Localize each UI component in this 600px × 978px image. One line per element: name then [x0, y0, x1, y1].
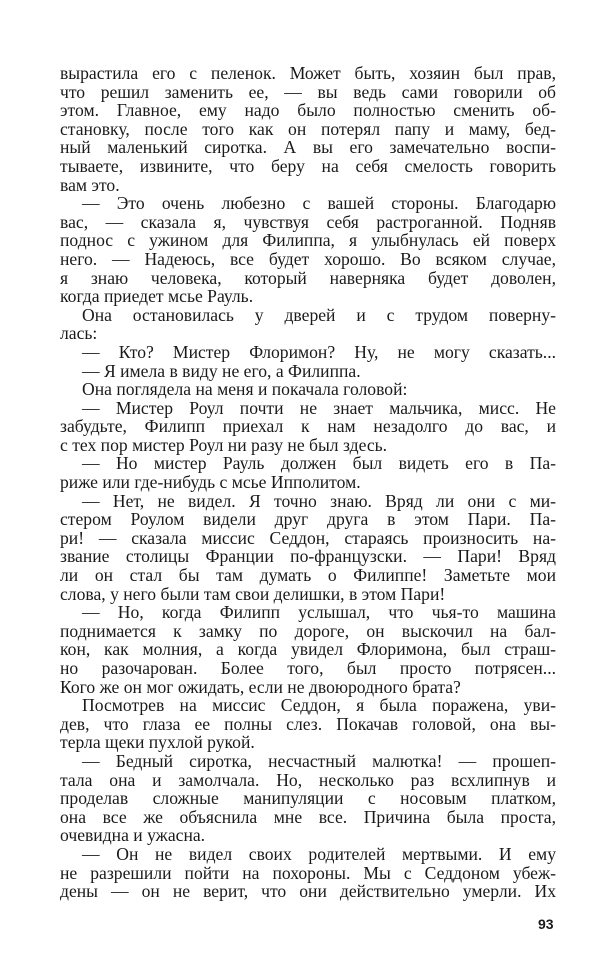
- text-line: терла щеки пухлой рукой.: [60, 732, 255, 753]
- text-line: становку, после того как он потерял папу и маму, бед-: [60, 118, 556, 139]
- text-line: вас, — сказала я, чувствуя себя растроганной. Подняв: [60, 211, 556, 232]
- text-line: поднимается к замку по дороге, он выскочил на бал-: [60, 620, 556, 641]
- text-line: когда приедет мсье Рауль.: [60, 286, 254, 307]
- text-line: очевидна и ужасна.: [60, 825, 206, 846]
- text-line: вам это.: [60, 174, 120, 195]
- text-line: но разочарован. Более того, был просто потрясен...: [60, 658, 556, 678]
- text-line: ри! — сказала миссис Седдон, стараясь произносить на-: [60, 527, 556, 548]
- text-line: этом. Главное, ему надо было полностью сменить об-: [60, 100, 556, 121]
- text-line: слова, у него были там свои делишки, в этом Пари!: [60, 583, 446, 604]
- text-line: звание столицы Франции по-французски. — Пари! Вряд: [60, 546, 556, 567]
- text-line: проделав сложные манипуляции с носовым платком,: [60, 788, 556, 809]
- text-line: поднос с ужином для Филиппа, я улыбнулась ей поверх: [60, 230, 556, 251]
- text-line: лась:: [60, 323, 98, 344]
- text-line: что решил заменить ее, — вы ведь сами говорили об: [60, 81, 556, 102]
- text-line: кон, как молния, а когда увидел Флоримона, был страш-: [60, 639, 556, 660]
- text-line: стером Роулом видели друг друга в этом Пари. Па-: [60, 509, 556, 530]
- text-line: дев, что глаза ее полны слез. Покачав головой, она вы-: [60, 713, 556, 734]
- text-line: — Мистер Роул почти не знает мальчика, мисс. Не: [82, 397, 556, 418]
- text-line: риже или где-нибудь с мсье Ипполитом.: [60, 472, 361, 493]
- text-line: Кого же он мог ожидать, если не двоюродного брата?: [60, 676, 461, 697]
- text-line: тала она и замолчала. Но, несколько раз всхлипнув и: [60, 769, 556, 790]
- text-line: него. — Надеюсь, все будет хорошо. Во всяком случае,: [60, 248, 556, 269]
- text-line: — Нет, не видел. Я точно знаю. Вряд ли они с ми-: [82, 490, 556, 511]
- text-line: — Он не видел своих родителей мертвыми. И ему: [82, 843, 556, 864]
- text-line: — Кто? Мистер Флоримон? Ну, не могу сказать...: [82, 341, 556, 362]
- text-line: Она поглядела на меня и покачала головой:: [82, 379, 408, 400]
- text-line: не разрешили пойти на похороны. Мы с Седдоном убеж-: [60, 862, 556, 883]
- text-line: ли он стал бы там думать о Филиппе! Заметьте мои: [60, 565, 556, 586]
- text-line: — Это очень любезно с вашей стороны. Благодарю: [82, 193, 556, 214]
- text-line: тываете, извините, что беру на себя смелость говорить: [60, 155, 556, 176]
- book-page-text: [60, 64, 556, 901]
- text-line: — Но мистер Рауль должен был видеть его в Па-: [82, 453, 556, 474]
- text-line: она все же объяснила мне все. Причина была проста,: [60, 806, 556, 827]
- text-line: Посмотрев на миссис Седдон, я была поражена, уви-: [82, 695, 556, 716]
- text-line: вырастила его с пеленок. Может быть, хозяин был прав,: [60, 63, 556, 83]
- text-line: — Бедный сиротка, несчастный малютка! — прошеп-: [82, 750, 556, 771]
- text-line: Она остановилась у дверей и с трудом поверну-: [82, 304, 556, 325]
- text-line: с тех пор мистер Роул ни разу не был здесь.: [60, 434, 388, 455]
- text-line: я знаю человека, который наверняка будет доволен,: [60, 267, 556, 288]
- text-line: забудьте, Филипп приехал к нам незадолго до вас, и: [60, 416, 556, 437]
- text-line: ный маленький сиротка. А вы его замечательно воспи-: [60, 137, 556, 158]
- text-line: — Я имела в виду не его, а Филиппа.: [82, 360, 361, 381]
- page-number: 93: [538, 916, 554, 932]
- text-line: — Но, когда Филипп услышал, что чья-то машина: [82, 602, 556, 623]
- text-line: дены — он не верит, что они действительно умерли. Их: [60, 881, 556, 902]
